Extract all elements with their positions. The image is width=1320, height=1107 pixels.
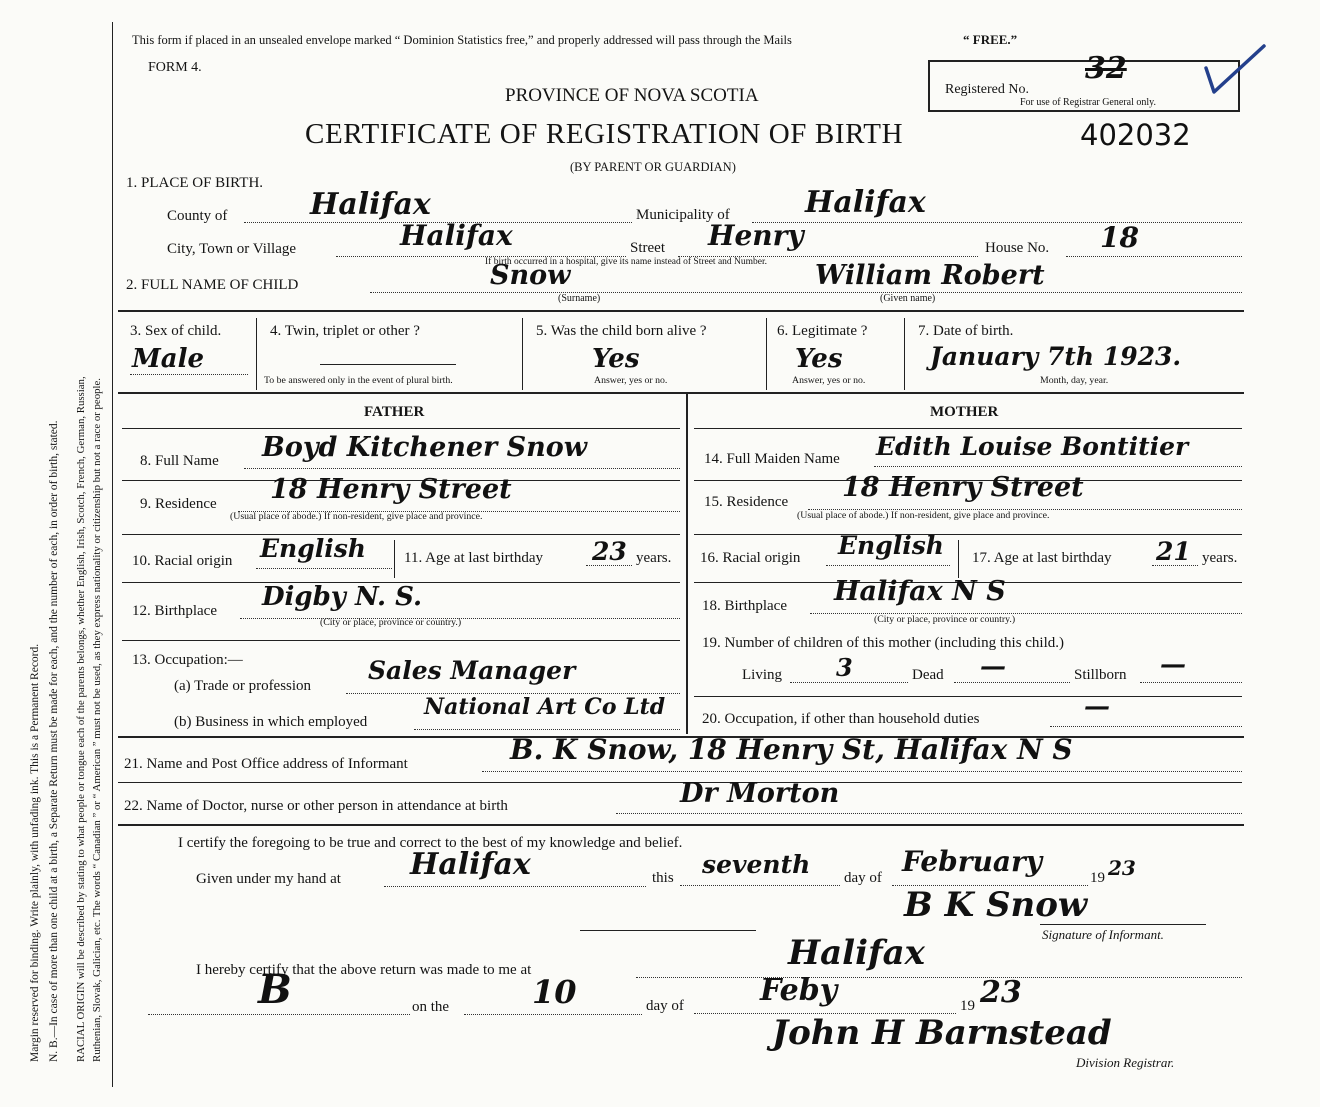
dob-note: Month, day, year.: [1040, 375, 1109, 386]
certify-statement: I certify the foregoing to be true and correct to the best of my knowledge and belief.: [178, 835, 683, 851]
mother-name-line: [874, 466, 1242, 467]
blank-rule: [580, 930, 756, 931]
dob-label: 7. Date of birth.: [918, 323, 1014, 339]
mother-residence-note: (Usual place of abode.) If non-resident, give place and province.: [797, 510, 1050, 521]
mother-race: English: [838, 531, 944, 560]
certify-month: February: [902, 845, 1043, 878]
dead-label: Dead: [912, 667, 944, 683]
alive-value: Yes: [592, 344, 640, 374]
divider: [904, 318, 905, 390]
rule-top: [118, 310, 1244, 312]
certificate-title: CERTIFICATE OF REGISTRATION OF BIRTH: [305, 118, 904, 150]
rule: [694, 696, 1242, 697]
father-residence: 18 Henry Street: [270, 474, 512, 505]
child-name-label: 2. FULL NAME OF CHILD: [126, 277, 299, 293]
father-name-label: 8. Full Name: [140, 453, 219, 469]
alive-label: 5. Was the child born alive ?: [536, 323, 707, 339]
father-race-line: [256, 568, 392, 569]
county-label: County of: [167, 208, 228, 224]
divider: [522, 318, 523, 390]
rule: [694, 534, 1242, 535]
mother-occupation-line: [1050, 726, 1242, 727]
on-the-label: on the: [412, 999, 450, 1015]
living-value: 3: [836, 653, 853, 682]
stillborn-label: Stillborn: [1074, 667, 1127, 683]
registrar-year-prefix: 19: [960, 998, 975, 1014]
mother-rule: [694, 428, 1242, 429]
house-label: House No.: [985, 240, 1050, 256]
municipality-value: Halifax: [805, 185, 926, 220]
municipality-label: Municipality of: [636, 207, 730, 223]
registrar-day-line: [464, 1014, 642, 1015]
registrar-place: Halifax: [788, 933, 925, 973]
legitimate-note: Answer, yes or no.: [792, 375, 866, 386]
father-name-line: [244, 468, 680, 469]
mail-notice: This form if placed in an unsealed envelope marked “ Dominion Statistics free,” and properly addressed will pass through the Mails: [132, 33, 792, 47]
sex-line: [130, 374, 248, 375]
house-value: 18: [1100, 221, 1139, 254]
stillborn-line: [1140, 682, 1242, 683]
father-residence-label: 9. Residence: [140, 496, 217, 512]
father-birthplace: Digby N. S.: [262, 582, 423, 612]
mother-name-label: 14. Full Maiden Name: [704, 451, 840, 467]
registered-note: For use of Registrar General only.: [1020, 97, 1156, 108]
sex-label: 3. Sex of child.: [130, 323, 222, 339]
municipality-line: [752, 222, 1242, 223]
mother-occupation: —: [1084, 692, 1110, 722]
registrar-mark-line: [148, 1014, 410, 1015]
divider: [394, 540, 395, 578]
father-race-label: 10. Racial origin: [132, 553, 233, 569]
doctor-label: 22. Name of Doctor, nurse or other person in attendance at birth: [124, 798, 508, 814]
father-name: Boyd Kitchener Snow: [262, 432, 588, 463]
registrar-statement: I hereby certify that the above return was made to me at: [196, 962, 532, 978]
street-value: Henry: [708, 219, 804, 252]
dead-value: —: [980, 652, 1006, 682]
city-value: Halifax: [400, 219, 513, 252]
father-age-label: 11. Age at last birthday: [404, 550, 543, 566]
dead-line: [954, 682, 1070, 683]
rule-parents: [118, 392, 1244, 394]
doctor-value: Dr Morton: [680, 778, 840, 809]
father-rule: [122, 428, 680, 429]
mother-race-line: [826, 565, 950, 566]
dob-value: January 7th 1923.: [930, 342, 1182, 371]
mother-heading: MOTHER: [930, 404, 999, 420]
street-label: Street: [630, 240, 665, 256]
mother-birthplace-label: 18. Birthplace: [702, 598, 787, 614]
legitimate-label: 6. Legitimate ?: [777, 323, 868, 339]
registrar-day: 10: [532, 973, 577, 1011]
house-line: [1066, 256, 1242, 257]
business-line: [414, 729, 680, 730]
mother-age-label: 17. Age at last birthday: [972, 550, 1112, 566]
registrar-signature: John H Barnstead: [772, 1013, 1112, 1053]
trade-label: (a) Trade or profession: [174, 678, 312, 694]
mother-occupation-label: 20. Occupation, if other than household duties: [702, 711, 980, 727]
mother-name: Edith Louise Bontitier: [876, 432, 1189, 461]
rule: [122, 640, 680, 641]
given-place-line: [384, 886, 646, 887]
registrar-year: 23: [980, 975, 1022, 1010]
certify-day: seventh: [702, 850, 811, 879]
margin-note-racial-origin: RACIAL ORIGIN will be described by stating to what people or tongue each of the parents belongs, whether English, Irish, Scotch, French, German, Russian,: [75, 376, 87, 1062]
mother-birthplace-note: (City or place, province or country.): [874, 614, 1016, 625]
divider: [958, 540, 959, 578]
registrar-place-line: [636, 977, 1242, 978]
business-label: (b) Business in which employed: [174, 714, 368, 730]
certify-year: 23: [1108, 856, 1136, 880]
given-label: Given under my hand at: [196, 871, 341, 887]
certificate-number: 402032: [1080, 118, 1191, 152]
divider: [766, 318, 767, 390]
mother-years: years.: [1202, 550, 1238, 566]
father-occupation-label: 13. Occupation:—: [132, 652, 243, 668]
surname-caption: (Surname): [558, 293, 601, 304]
child-given-name: William Robert: [815, 260, 1045, 291]
parents-divider: [686, 394, 688, 734]
registrar-day-of-label: day of: [646, 998, 684, 1014]
mother-age: 21: [1156, 537, 1191, 566]
margin-note-nb: N. B.—In case of more than one child at a birth, a Separate Return must be made for each, and the number of each, in order of birth, stated.: [48, 420, 60, 1062]
hospital-note: If birth occurred in a hospital, give its name instead of Street and Number.: [485, 257, 768, 267]
mother-birthplace: Halifax N S: [834, 576, 1006, 607]
registered-number: 32: [1085, 51, 1127, 86]
twin-label: 4. Twin, triplet or other ?: [270, 323, 420, 339]
legitimate-value: Yes: [795, 344, 843, 374]
doctor-line: [616, 813, 1242, 814]
informant-line: [482, 771, 1242, 772]
form-number: FORM 4.: [148, 60, 202, 75]
registrar-mark: B: [258, 966, 292, 1013]
this-label: this: [652, 870, 674, 886]
margin-note-binding: Margin reserved for binding. Write plainly, with unfading ink. This is a Permanent Record.: [29, 643, 41, 1062]
mother-race-label: 16. Racial origin: [700, 550, 801, 566]
province-heading: PROVINCE OF NOVA SCOTIA: [505, 85, 759, 106]
children-label: 19. Number of children of this mother (including this child.): [702, 635, 1065, 651]
rule: [122, 534, 680, 535]
child-surname: Snow: [490, 260, 571, 291]
year-prefix: 19: [1090, 870, 1105, 886]
margin-rule: [112, 22, 113, 1087]
informant-signature: B K Snow: [904, 885, 1088, 925]
father-residence-note: (Usual place of abode.) If non-resident, give place and province.: [230, 511, 483, 522]
day-line: [680, 885, 840, 886]
father-race: English: [260, 534, 366, 563]
stillborn-value: —: [1160, 650, 1186, 680]
day-of-label: day of: [844, 870, 882, 886]
father-birthplace-note: (City or place, province or country.): [320, 617, 462, 628]
informant-label: 21. Name and Post Office address of Informant: [124, 756, 408, 772]
mother-residence: 18 Henry Street: [842, 472, 1084, 503]
signature-caption: Signature of Informant.: [1042, 927, 1164, 942]
alive-note: Answer, yes or no.: [594, 375, 668, 386]
twin-dash: [320, 364, 456, 365]
sex-value: Male: [132, 344, 205, 374]
given-place: Halifax: [410, 847, 531, 882]
father-birthplace-label: 12. Birthplace: [132, 603, 217, 619]
county-value: Halifax: [310, 187, 431, 222]
father-heading: FATHER: [364, 404, 425, 420]
divider: [256, 318, 257, 390]
living-line: [790, 682, 908, 683]
rule-certify: [118, 824, 1244, 826]
living-label: Living: [742, 667, 782, 683]
mail-free: “ FREE.”: [963, 32, 1018, 47]
mother-residence-label: 15. Residence: [704, 494, 789, 510]
registrar-caption: Division Registrar.: [1076, 1055, 1175, 1070]
place-heading: 1. PLACE OF BIRTH.: [126, 175, 264, 191]
informant-value: B. K Snow, 18 Henry St, Halifax N S: [510, 733, 1073, 766]
child-name-line: [370, 292, 1242, 293]
business-value: National Art Co Ltd: [424, 694, 666, 720]
city-label: City, Town or Village: [167, 241, 297, 257]
registered-label: Registered No.: [945, 82, 1029, 97]
margin-note-racial-origin-cont: Ruthenian, Slovak, Galician, etc. The words “ Canadian ” or “ American ” must not be used, as they express nationality or citizenship but not a race or people.: [91, 378, 103, 1062]
certificate-subtitle: (BY PARENT OR GUARDIAN): [570, 160, 736, 174]
father-years: years.: [636, 550, 672, 566]
signature-rule: [1040, 924, 1206, 925]
trade-value: Sales Manager: [368, 656, 576, 685]
given-caption: (Given name): [880, 293, 936, 304]
check-mark-icon: [1200, 40, 1270, 100]
father-age: 23: [592, 537, 627, 566]
twin-note: To be answered only in the event of plural birth.: [264, 375, 453, 386]
registrar-month: Feby: [760, 973, 838, 1008]
